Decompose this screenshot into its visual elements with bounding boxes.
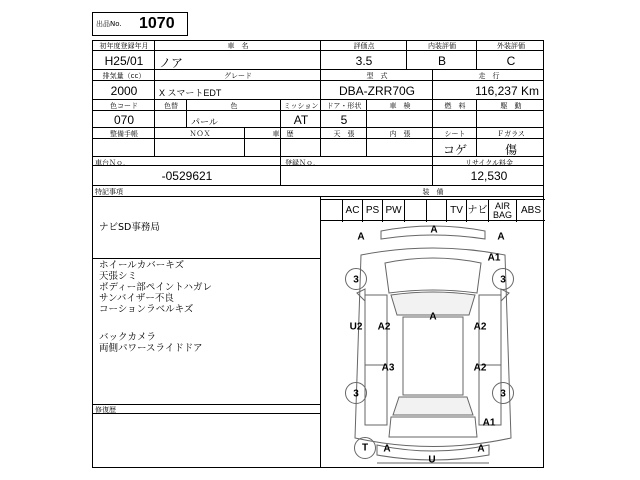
- mark-front-right-fender: A1: [487, 252, 501, 264]
- mark-rear-left-wheel: 3: [353, 388, 359, 400]
- exterior-grade-value: C: [506, 54, 516, 68]
- color-value: パール: [191, 117, 218, 127]
- color-code-label: 色コード: [110, 102, 138, 110]
- nox-label: ＮＯＸ: [189, 130, 211, 138]
- mark-right-rear-door: A2: [473, 362, 487, 374]
- transmission-value: AT: [293, 113, 309, 127]
- equipment-ps: PS: [363, 200, 383, 222]
- interior-tag-label: 内 張: [389, 130, 411, 138]
- note-line: バックカメラ: [99, 332, 157, 343]
- vehicle-inspection-label: 車 検: [389, 102, 411, 110]
- note-line: [99, 233, 319, 244]
- fuel-label: 燃 料: [444, 102, 466, 110]
- glass-label: Ｆガラス: [497, 130, 525, 138]
- glass-value: 傷: [504, 143, 517, 157]
- grade-label: グレード: [224, 72, 252, 80]
- chassis-value: -0529621: [161, 169, 213, 183]
- recycle-fee-value: 12,530: [470, 169, 508, 183]
- interior-grade-label: 内装評価: [428, 42, 456, 50]
- mileage-value: 116,237 Km: [475, 84, 539, 98]
- model-label: 型 式: [366, 72, 388, 80]
- reg-year-label: 初年度登録年月: [99, 42, 149, 50]
- equipment-header: 装 備: [422, 188, 444, 196]
- mark-front-center: A: [430, 224, 438, 236]
- equipment-navi: ナビ: [467, 200, 489, 222]
- note-line: ホイールカバーキズ: [99, 260, 185, 271]
- mark-rear-right-bumper: A: [477, 443, 485, 455]
- recycle-fee-label: リサイクル料金: [464, 159, 514, 167]
- paint-change-label: 色替: [164, 102, 178, 110]
- mark-right-front-door: A2: [473, 321, 487, 333]
- equipment-cell-blank: [321, 200, 343, 222]
- note-line: サンバイザー不良: [99, 293, 174, 304]
- sunroof-label: 天 張: [333, 130, 355, 138]
- lot-number-value: 1070: [139, 15, 175, 32]
- history-label: 車 歴: [272, 130, 294, 138]
- model-value: DBA-ZRR70G: [338, 84, 415, 98]
- reg-year-value: H25/01: [104, 54, 144, 68]
- mark-spare-tire: T: [361, 442, 369, 454]
- drive-label: 駆 動: [500, 102, 522, 110]
- mark-front-right-wheel: 3: [500, 274, 506, 286]
- note-line: [99, 315, 319, 332]
- note-line: ボディー部ペイントハガレ: [99, 282, 213, 293]
- car-diagram: [321, 223, 545, 469]
- equipment-tv: TV: [447, 200, 467, 222]
- equipment-ac: AC: [343, 200, 363, 222]
- mark-rear-right-wheel: 3: [500, 388, 506, 400]
- equipment-row: [321, 199, 545, 221]
- notes-header: 特記事項: [95, 188, 123, 196]
- mark-rear-bottom: U: [428, 454, 436, 466]
- equipment-abs: ABS: [520, 205, 541, 216]
- mark-left-front-door: A2: [377, 321, 391, 333]
- mark-left-rocker: U2: [349, 321, 363, 333]
- note-line: 両側パワースライドドア: [99, 343, 203, 354]
- doors-value: 5: [340, 113, 348, 127]
- displacement-label: 排気量（cc）: [102, 72, 146, 80]
- mark-front-right-corner: A: [497, 231, 505, 243]
- chassis-label: 車台Ｎｏ．: [95, 159, 130, 167]
- equipment-cell-blank: [405, 200, 427, 222]
- interior-grade-value: B: [437, 54, 446, 68]
- car-name-value: ノア: [159, 56, 184, 70]
- seat-value: コゲ: [442, 143, 467, 157]
- repair-history-header: 修復歴: [95, 406, 116, 414]
- reg-no-label: 登録Ｎｏ．: [285, 159, 320, 167]
- grade-value: X スマートEDT: [159, 88, 222, 98]
- auction-sheet: [92, 40, 544, 468]
- exterior-grade-label: 外装評価: [497, 42, 525, 50]
- color-code-value: 070: [113, 113, 135, 127]
- notes-list: [99, 222, 319, 354]
- score-value: 3.5: [355, 54, 373, 68]
- lot-number-label: 出品No.: [96, 20, 122, 28]
- seat-label: シート: [444, 130, 466, 138]
- mileage-label: 走 行: [478, 72, 500, 80]
- mark-roof: A: [429, 311, 437, 323]
- manual-label: 整備手帳: [110, 130, 138, 138]
- displacement-value: 2000: [110, 84, 138, 98]
- lot-number-box: [92, 12, 188, 36]
- equipment-cell-blank: [427, 200, 447, 222]
- mark-left-rear-door: A3: [381, 362, 395, 374]
- mark-rear-left-bumper: A: [383, 443, 391, 455]
- car-name-label: 車 名: [227, 42, 249, 50]
- equipment-airbag: AIR BAG: [489, 200, 517, 222]
- mark-front-left-wheel: 3: [353, 274, 359, 286]
- mark-front-left-corner: A: [357, 231, 365, 243]
- note-line: コーションラベルキズ: [99, 304, 194, 315]
- mark-rear-right-quarter: A1: [482, 417, 496, 429]
- transmission-label: ミッション: [283, 102, 319, 110]
- note-line: ナビSD事務局: [99, 222, 160, 233]
- doors-label: ドア・形状: [326, 102, 362, 110]
- color-label: 色: [230, 102, 238, 110]
- note-line: 天張シミ: [99, 271, 138, 282]
- note-line: [99, 244, 319, 255]
- equipment-pw: PW: [383, 200, 405, 222]
- score-label: 評価点: [353, 42, 375, 50]
